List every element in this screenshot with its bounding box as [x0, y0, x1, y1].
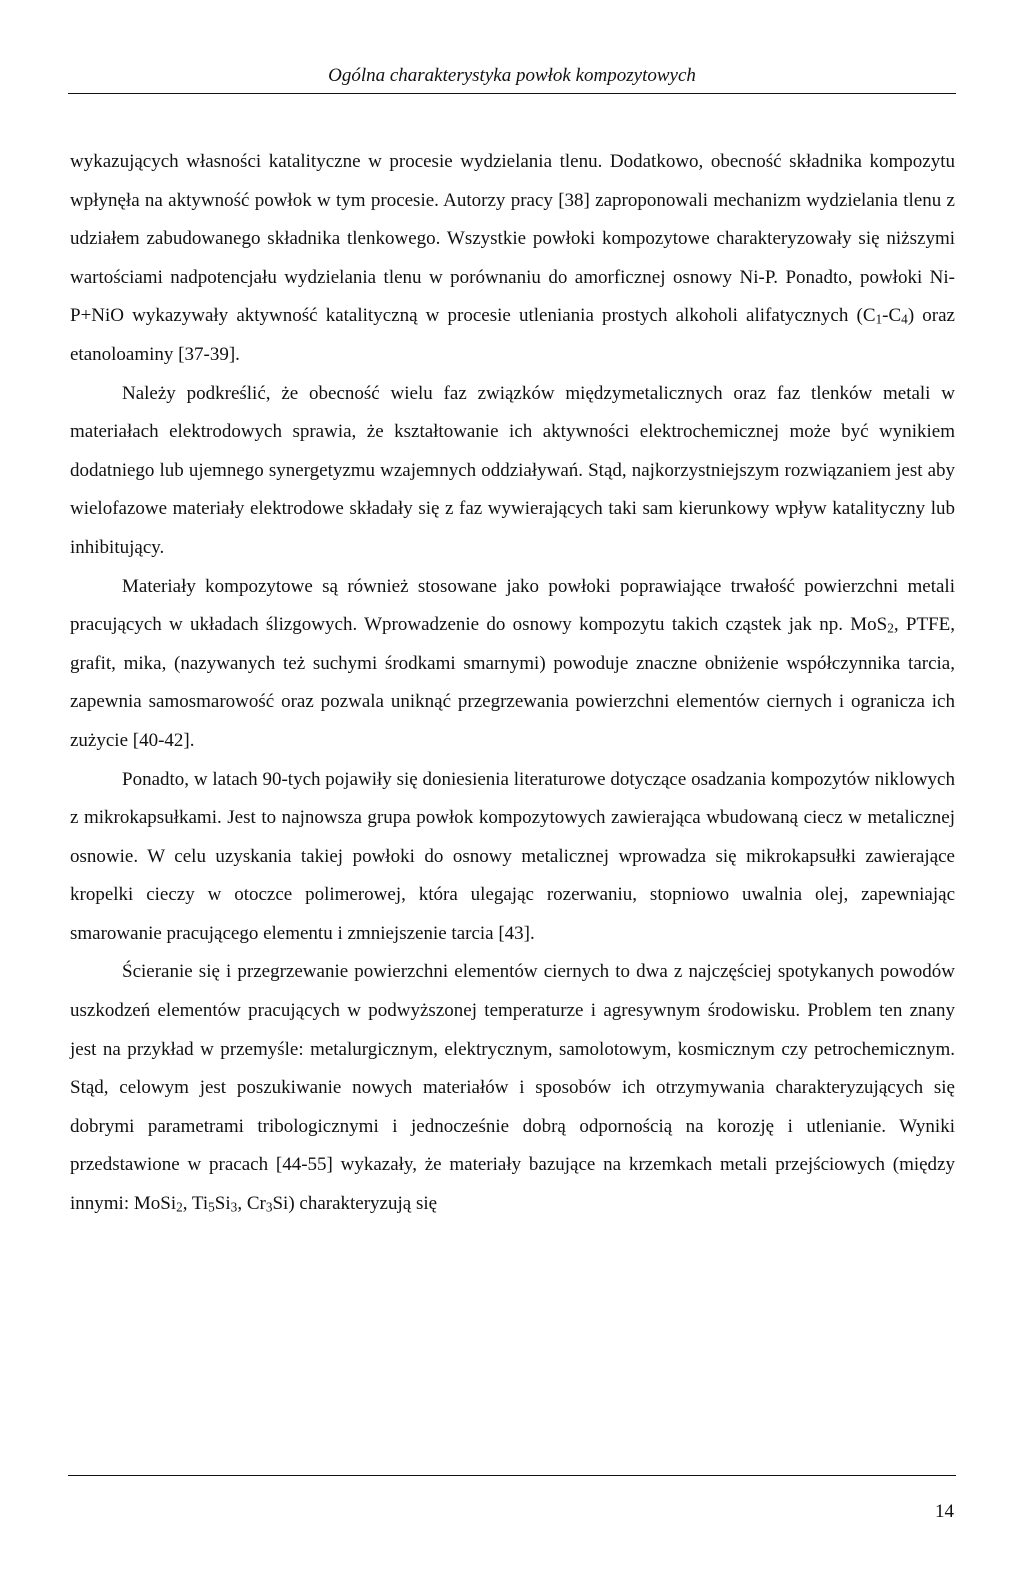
text-run: ) oraz etanoloaminy [37-39]. — [70, 305, 955, 365]
text-run: , Ti — [182, 1193, 209, 1215]
page-number: 14 — [935, 1501, 954, 1522]
text-run: Należy podkreślić, że obecność wielu faz związków międzymetalicznych oraz faz tlenków metali w materiałach elektrodowych sprawia, że kształtowanie ich aktywności elektrochemicznej może być wynikiem dodatniego lub ujemnego synergetyzmu wzajemnych oddziaływań. Stąd, najkorzystniejszym rozwiązaniem jest aby wielofazowe materiały elektrodowe składały się z faz wywierających taki sam kierunkowy wpływ katalityczny lub inhibitujący. — [70, 382, 955, 558]
text-run: , PTFE, grafit, mika, (nazywanych też suchymi środkami smarnymi) powoduje znaczne obniżenie współczynnika tarcia, zapewnia samosmarowość oraz pozwala uniknąć przegrzewania powierzchni elementów ciernych i ogranicza ich zużycie [40-42]. — [70, 614, 955, 751]
paragraph-5 — [70, 953, 955, 1223]
paragraph-4 — [70, 761, 955, 954]
running-header: Ogólna charakterystyka powłok kompozytowych — [328, 65, 696, 86]
header-rule — [68, 93, 956, 94]
text-run: -C — [882, 305, 902, 327]
subscript: 5 — [208, 1199, 215, 1215]
subscript: 3 — [230, 1199, 238, 1215]
footer-rule — [68, 1475, 956, 1476]
text-run: Si — [214, 1193, 231, 1215]
subscript: 2 — [176, 1199, 183, 1215]
paragraph-3 — [70, 568, 955, 761]
text-run: Ponadto, w latach 90-tych pojawiły się doniesienia literaturowe dotyczące osadzania kompozytów niklowych z mikrokapsułkami. Jest to najnowsza grupa powłok kompozytowych zawierająca wbudowaną ciecz w metalicznej osnowie. W celu uzyskania takiej powłoki do osnowy metalicznej wprowadza się mikrokapsułki zawierające kropelki cieczy w otoczce polimerowej, która ulegając rozerwaniu, stopniowo uwalnia olej, zapewniając smarowanie pracującego elementu i zmniejszenie tarcia [43]. — [70, 768, 955, 944]
text-run: wykazujących własności katalityczne w procesie wydzielania tlenu. Dodatkowo, obecność składnika kompozytu wpłynęła na aktywność powłok w tym procesie. Autorzy pracy [38] zaproponowali mechanizm wydzielania tlenu z udziałem zabudowanego składnika tlenkowego. Wszystkie powłoki kompozytowe charakteryzowały się niższymi wartościami nadpotencjału wydzielania tlenu w porównaniu do amorficznej osnowy Ni-P. Ponadto, powłoki Ni-P+NiO wykazywały aktywność katalityczną w procesie utleniania prostych alkoholi alifatycznych (C — [70, 151, 955, 327]
subscript: 1 — [875, 312, 883, 328]
subscript: 4 — [901, 312, 908, 328]
text-run: Materiały kompozytowe są również stosowane jako powłoki poprawiające trwałość powierzchni metali pracujących w układach ślizgowych. Wprowadzenie do osnowy kompozytu takich cząstek jak np. MoS — [70, 575, 955, 636]
paragraph-2 — [70, 375, 955, 568]
body-text — [70, 143, 955, 1224]
subscript: 2 — [887, 620, 894, 636]
text-run: , Cr — [237, 1193, 266, 1215]
subscript: 3 — [265, 1199, 273, 1215]
paragraph-1 — [70, 143, 955, 375]
text-run: Ścieranie się i przegrzewanie powierzchni elementów ciernych to dwa z najczęściej spotykanych powodów uszkodzeń elementów pracujących w podwyższonej temperaturze i agresywnym środowisku. Problem ten znany jest na przykład w przemyśle: metalurgicznym, elektrycznym, samolotowym, kosmicznym czy petrochemicznym. Stąd, celowym jest poszukiwanie nowych materiałów i sposobów ich otrzymywania charakteryzujących się dobrymi parametrami tribologicznymi i jednocześnie dobrą odpornością na korozję i utlenianie. Wyniki przedstawione w pracach [44-55] wykazały, że materiały bazujące na krzemkach metali przejściowych (między innymi: MoSi — [70, 961, 955, 1215]
text-run: Si) charakteryzują się — [272, 1193, 438, 1215]
